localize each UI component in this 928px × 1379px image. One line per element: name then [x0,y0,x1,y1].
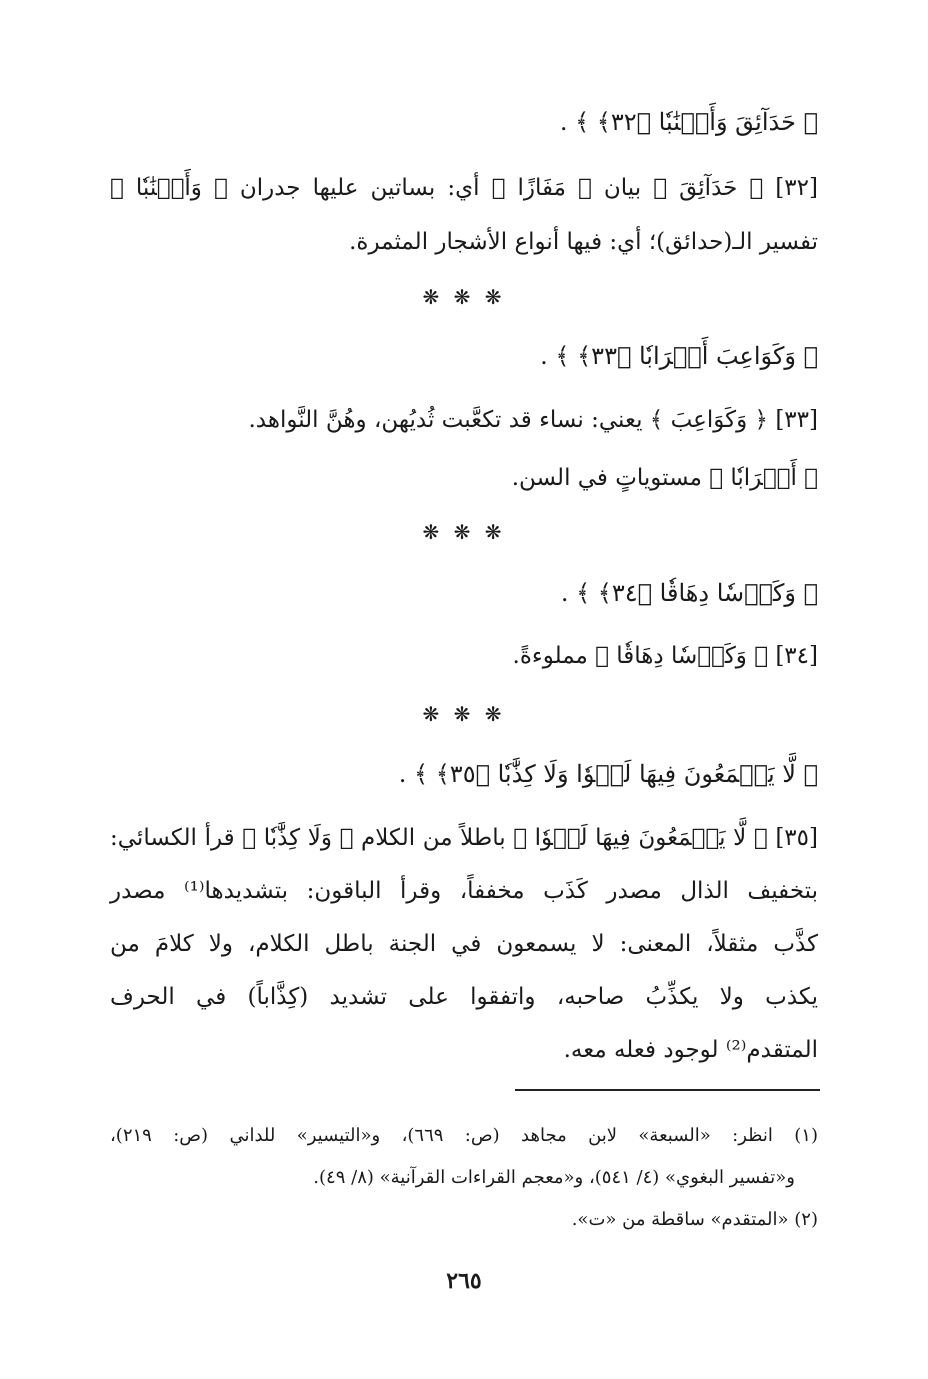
section-separator: ❋ ❋ ❋ [422,520,506,544]
commentary-34: [٣٤] ﴿ وَكَأۡسٗا دِهَاقٗا ﴾ مملوءةً. [512,643,818,669]
commentary-32-line-2: تفسير الـ(حدائق)؛ أي: فيها أنواع الأشجار المثمرة. [349,229,818,255]
commentary-35-line-3: كذَّب مثقلاً، المعنى: لا يسمعون في الجنة باطل الكلام، ولا كلامَ من [110,931,818,957]
footnote-divider [515,1089,820,1091]
commentary-33-line-1: [٣٣] ﴿ وَكَوَاعِبَ ﴾ يعني: نساء قد تكعَّبت ثُديُهن، وهُنَّ النَّواهد. [248,407,818,433]
verse-33: ﴿ وَكَوَاعِبَ أَتۡرَابٗا ﴿٣٣﴾ ﴾ . [540,342,818,370]
commentary-32-line-1: [٣٢] ﴿ حَدَآئِقَ ﴾ بيان ﴿ مَفَازًا ﴾ أي: بساتين عليها جدران ﴿ وَأَعۡنَٰبٗا ﴾ [110,175,818,201]
verse-32: ﴿ حَدَآئِقَ وَأَعۡنَٰبٗا ﴿٣٢﴾ ﴾ . [559,108,818,136]
section-separator: ❋ ❋ ❋ [422,702,506,726]
footnote-1-line-2: و«تفسير البغوي» (٤/ ٥٤١)، و«معجم القراءات القرآنية» (٨/ ٤٩). [313,1167,795,1188]
commentary-35-line-1: [٣٥] ﴿ لَّا يَسۡمَعُونَ فِيهَا لَغۡوٗا ﴾ باطلاً من الكلام ﴿ وَلَا كِذَّٰبٗا ﴾ قرأ الكسائي: [110,825,818,851]
verse-35: ﴿ لَّا يَسۡمَعُونَ فِيهَا لَغۡوٗا وَلَا كِذَّٰبٗا ﴿٣٥﴾ ﴾ . [398,760,818,788]
commentary-35-line-4: يكذب ولا يكذِّبُ صاحبه، واتفقوا على تشديد (كِذَّاباً) في الحرف [110,984,818,1010]
commentary-35-line-5: المتقدم⁽²⁾ لوجود فعله معه. [563,1037,818,1063]
commentary-33-line-2: ﴿ أَتۡرَابٗا ﴾ مستوياتٍ في السن. [511,465,818,491]
section-separator: ❋ ❋ ❋ [422,285,506,309]
footnote-1-line-1: (١) انظر: «السبعة» لابن مجاهد (ص: ٦٦٩)، و«التيسير» للداني (ص: ٢١٩)، [110,1125,818,1146]
footnote-2: (٢) «المتقدم» ساقطة من «ت». [571,1209,818,1230]
commentary-35-line-2: بتخفيف الذال مصدر كَذَب مخففاً، وقرأ الباقون: بتشديدها⁽¹⁾ مصدر [110,878,819,904]
verse-34: ﴿ وَكَأۡسٗا دِهَاقٗا ﴿٣٤﴾ ﴾ . [560,579,818,607]
page-number: ٢٦٥ [446,1268,482,1294]
